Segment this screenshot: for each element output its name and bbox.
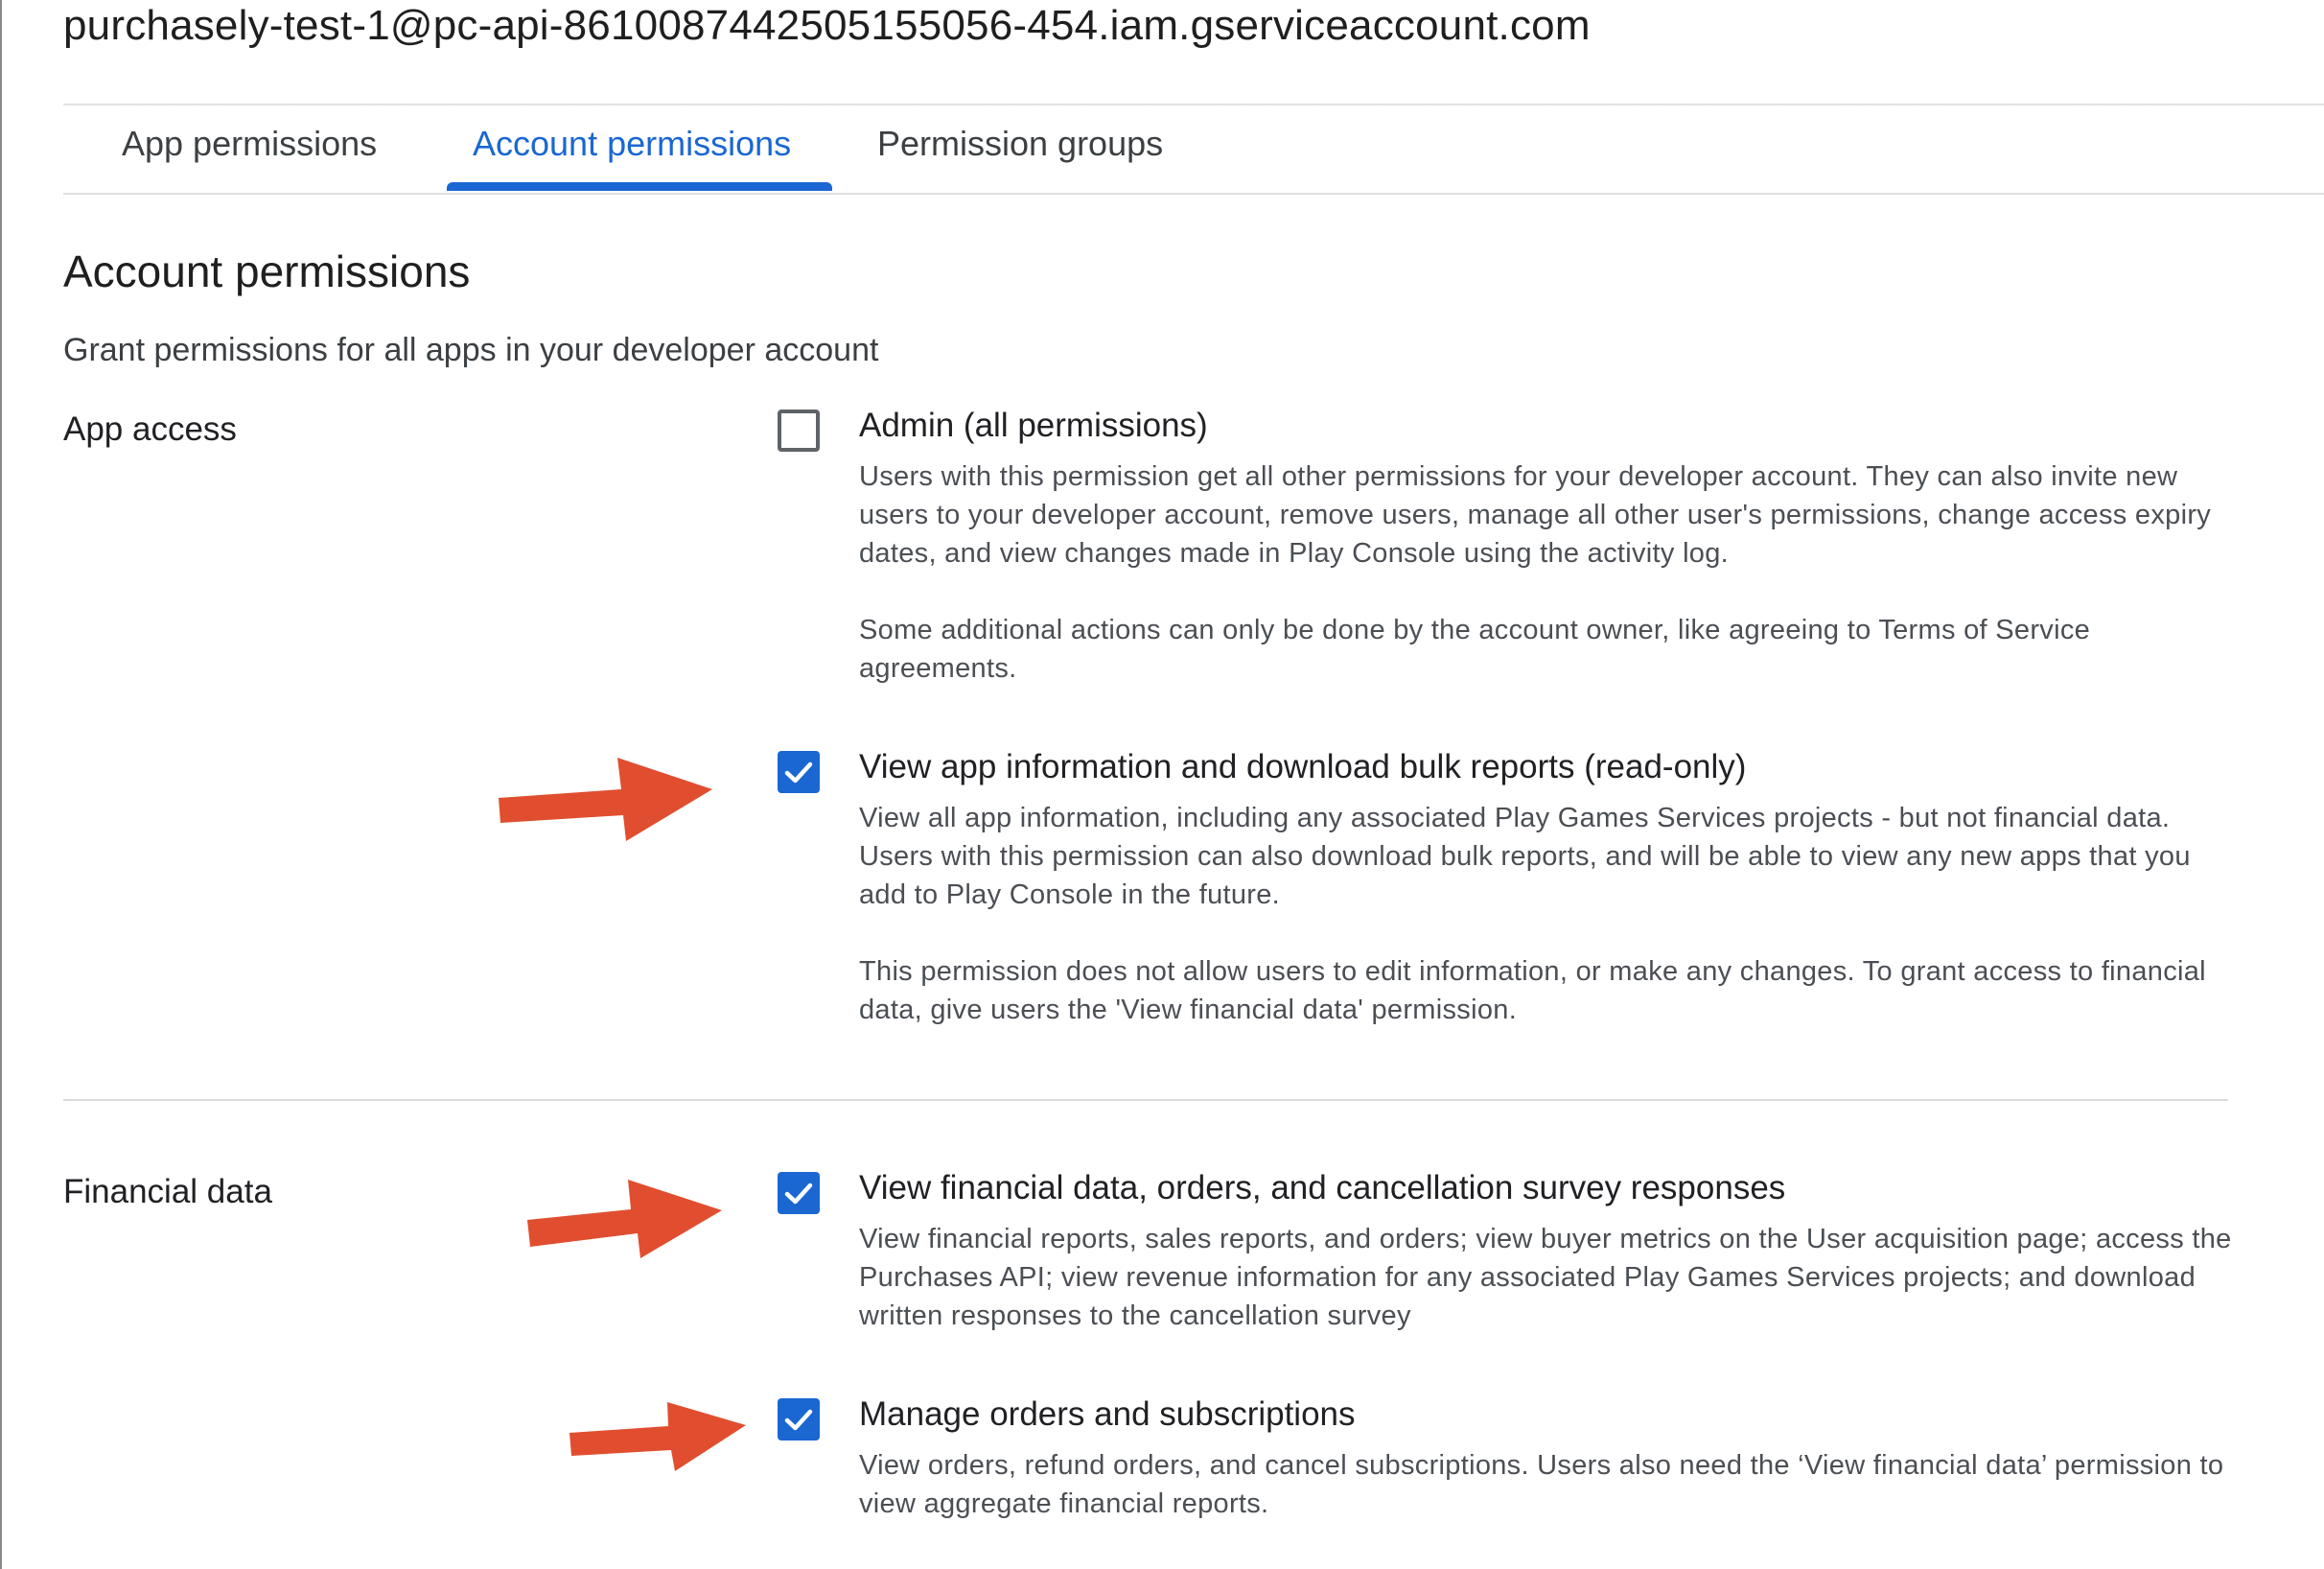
admin-permission-description: Users with this permission get all other permissions for your developer account. They can also invite new users to your developer account, remove users, manage all other user's permissions, change access expiry dates, and view changes made in Play Console using the activity log. [859,461,2212,569]
admin-permission-title: Admin (all permissions) [859,407,1208,444]
arrow-right-icon [525,1178,727,1270]
check-icon [778,1172,820,1214]
group-divider [63,1099,2228,1101]
view-app-info-checkbox[interactable] [778,751,820,793]
tab-permission-groups[interactable]: Permission groups [877,124,1164,163]
section-subtitle: Grant permissions for all apps in your developer account [63,332,879,368]
arrow-right-icon [568,1400,750,1477]
group-label-app-access: App access [63,410,237,448]
section-title: Account permissions [63,246,471,296]
view-financial-data-permission-description: View financial reports, sales reports, and orders; view buyer metrics on the User acquisition page; access the Purchases API; view revenue information for any associated Play Games Services projects; and download written responses to the cancellation survey [859,1224,2232,1331]
admin-permission-note: Some additional actions can only be done by the account owner, like agreeing to Terms of Service agreements. [859,615,2091,684]
view-app-info-permission-title: View app information and download bulk reports (read-only) [859,748,1747,785]
tab-account-permissions[interactable]: Account permissions [473,124,792,163]
window-edge [0,0,2,1569]
permission-tabs [63,107,2324,194]
manage-orders-checkbox[interactable] [778,1398,820,1440]
admin-checkbox[interactable] [778,410,820,452]
tab-app-permissions[interactable]: App permissions [122,124,378,163]
service-account-email: purchasely-test-1@pc-api-8610087442505155056-454.iam.gserviceaccount.com [63,2,1591,49]
group-label-financial-data: Financial data [63,1173,272,1210]
active-tab-indicator [447,182,832,191]
view-financial-data-permission-title: View financial data, orders, and cancellation survey responses [859,1169,1786,1206]
view-financial-data-checkbox[interactable] [778,1172,820,1214]
check-icon [778,1398,820,1440]
view-app-info-permission-description: View all app information, including any associated Play Games Services projects - but not financial data. Users with this permission can also download bulk reports, and will be able to view any new apps that you add to Play Console in the future. [859,803,2191,910]
manage-orders-permission-title: Manage orders and subscriptions [859,1395,1356,1433]
arrow-right-icon [497,753,717,849]
tabs-divider [63,193,2324,195]
manage-orders-permission-description: View orders, refund orders, and cancel subscriptions. Users also need the ‘View financial data’ permission to view aggregate financial reports. [859,1450,2224,1519]
header-divider [63,104,2324,106]
view-app-info-permission-note: This permission does not allow users to edit information, or make any changes. To grant access to financial data, give users the 'View financial data' permission. [859,956,2206,1025]
check-icon [778,751,820,793]
